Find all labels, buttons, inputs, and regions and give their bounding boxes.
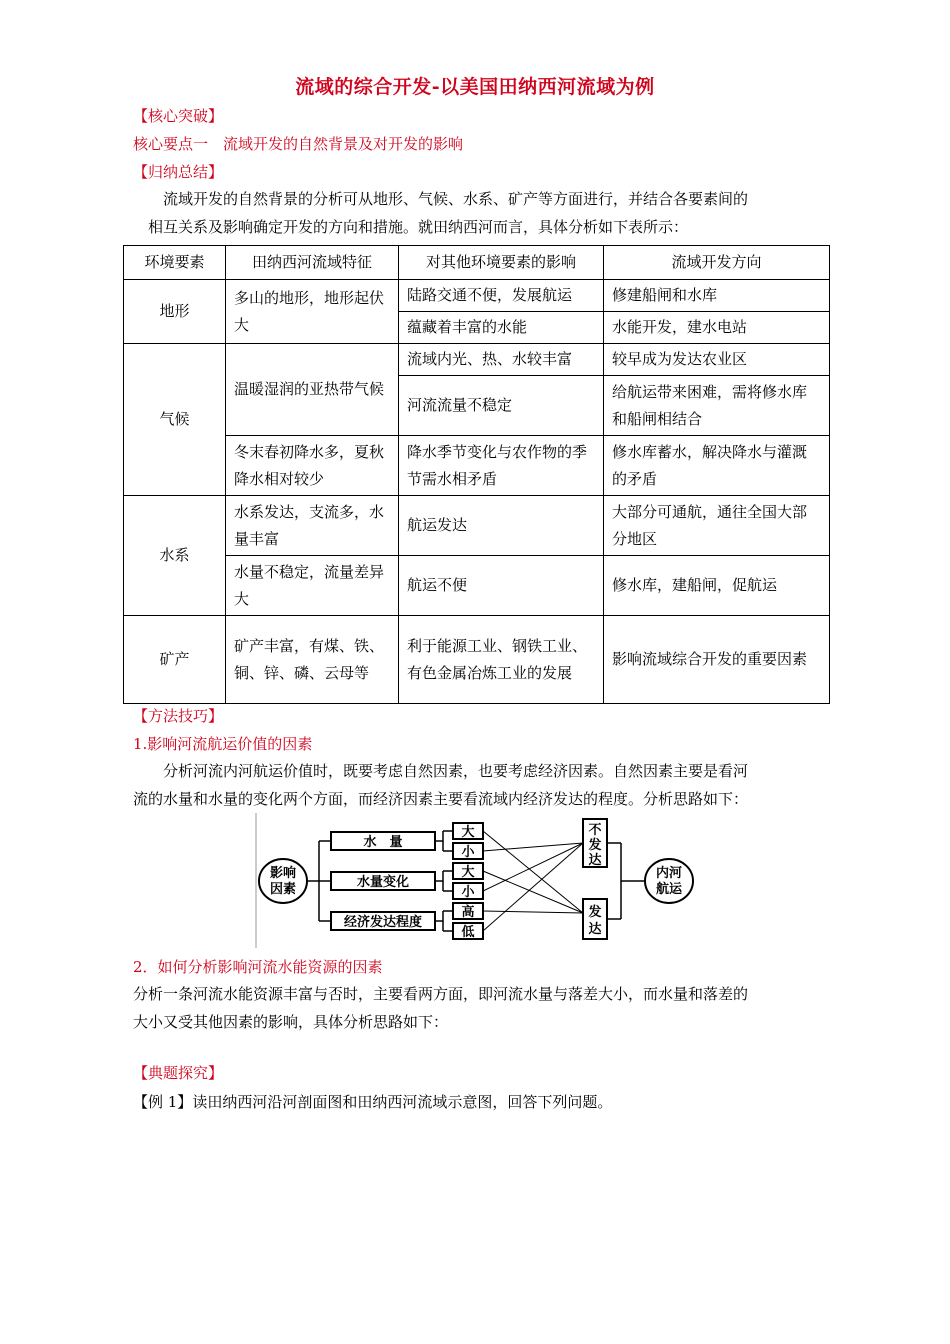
direction-cell: 较早成为发达农业区 [604, 344, 830, 376]
impact-cell: 陆路交通不便，发展航运 [399, 280, 604, 312]
factor-cell: 水系 [124, 496, 226, 616]
level-label: 高 [461, 905, 475, 920]
direction-cell: 修建船闸和水库 [604, 280, 830, 312]
level-label: 大 [461, 825, 475, 840]
table-row [124, 556, 830, 616]
key-point-1: 核心要点一 流域开发的自然背景及对开发的影响 [133, 135, 464, 153]
intro-paragraph [133, 185, 833, 241]
section-explore: 【典题探究】 [133, 1064, 224, 1082]
table-row [124, 436, 830, 496]
direction-cell: 给航运带来困难，需将修水库和船闸相结合 [604, 376, 830, 436]
impact-cell: 降水季节变化与农作物的季节需水相矛盾 [399, 436, 604, 496]
impact-cell: 河流流量不稳定 [399, 376, 604, 436]
method-1-paragraph [133, 757, 833, 813]
header-cell: 流域开发方向 [604, 246, 830, 280]
factor-label: 水量变化 [356, 875, 410, 890]
header-cell: 环境要素 [124, 246, 226, 280]
method-1-line-1: 分析河流内河航运价值时，既要考虑自然因素，也要考虑经济因素。自然因素主要是看河 [163, 762, 749, 780]
level-label: 大 [461, 865, 475, 880]
table-row [124, 344, 830, 376]
method-2-title: 2．如何分析影响河流水能资源的因素 [133, 958, 383, 976]
example-1 [133, 1092, 612, 1112]
level-label: 小 [461, 845, 475, 860]
outcome-char: 达 [588, 853, 602, 868]
section-core-breakthrough: 【核心突破】 [133, 107, 224, 125]
table-row [124, 496, 830, 556]
example-1-tag: 【例 1】 [133, 1093, 193, 1111]
direction-cell: 修水库蓄水，解决降水与灌溉的矛盾 [604, 436, 830, 496]
factor-cell: 地形 [124, 280, 226, 344]
feature-cell: 多山的地形，地形起伏大 [226, 280, 399, 344]
impact-cell: 利于能源工业、钢铁工业、有色金属冶炼工业的发展 [399, 616, 604, 704]
impact-cell: 流域内光、热、水较丰富 [399, 344, 604, 376]
level-label: 低 [461, 925, 475, 940]
feature-cell: 温暖湿润的亚热带气候 [226, 344, 399, 436]
factor-label: 水 量 [363, 835, 403, 850]
crossing-lines [483, 831, 583, 931]
factor-label: 经济发达程度 [343, 915, 423, 930]
table-row [124, 280, 830, 312]
impact-cell: 蕴藏着丰富的水能 [399, 312, 604, 344]
outcome-char: 发 [588, 905, 602, 920]
header-cell: 田纳西河流域特征 [226, 246, 399, 280]
impact-cell: 航运不便 [399, 556, 604, 616]
direction-cell: 修水库，建船闸，促航运 [604, 556, 830, 616]
analysis-table [123, 245, 830, 704]
feature-cell: 冬末春初降水多，夏秋降水相对较少 [226, 436, 399, 496]
header-cell: 对其他环境要素的影响 [399, 246, 604, 280]
intro-line-1: 流域开发的自然背景的分析可从地形、气候、水系、矿产等方面进行，并结合各要素间的 [163, 190, 749, 208]
feature-cell: 水量不稳定，流量差异大 [226, 556, 399, 616]
section-method: 【方法技巧】 [133, 707, 224, 725]
diagram-right-label-2: 航运 [655, 882, 683, 897]
page-title: 流域的综合开发-以美国田纳西河流域为例 [295, 76, 655, 98]
intro-line-2: 相互关系及影响确定开发的方向和措施。就田纳西河而言，具体分析如下表所示： [148, 218, 689, 236]
outcome-char: 达 [588, 922, 602, 937]
feature-cell: 矿产丰富，有煤、铁、铜、锌、磷、云母等 [226, 616, 399, 704]
example-1-text: 读田纳西河沿河剖面图和田纳西河流域示意图，回答下列问题。 [192, 1093, 613, 1111]
direction-cell: 大部分可通航，通往全国大部分地区 [604, 496, 830, 556]
diagram-left-label-1: 影响 [269, 866, 297, 881]
navigation-factor-diagram [253, 813, 708, 948]
method-2-line-2: 大小又受其他因素的影响，具体分析思路如下： [133, 1013, 449, 1031]
factor-cell: 气候 [124, 344, 226, 496]
table-row [124, 616, 830, 704]
direction-cell: 水能开发，建水电站 [604, 312, 830, 344]
method-1-line-2: 流的水量和水量的变化两个方面，而经济因素主要看流域内经济发达的程度。分析思路如下： [133, 790, 749, 808]
diagram-right-label-1: 内河 [655, 866, 683, 881]
table-header-row [124, 246, 830, 280]
level-label: 小 [461, 885, 475, 900]
section-summary: 【归纳总结】 [133, 163, 224, 181]
factor-cell: 矿产 [124, 616, 226, 704]
diagram-left-label-2: 因素 [269, 882, 297, 897]
direction-cell: 影响流域综合开发的重要因素 [604, 616, 830, 704]
feature-cell: 水系发达，支流多，水量丰富 [226, 496, 399, 556]
method-1-title: 1.影响河流航运价值的因素 [133, 735, 313, 753]
method-2-line-1: 分析一条河流水能资源丰富与否时，主要看两方面，即河流水量与落差大小，而水量和落差的 [133, 985, 749, 1003]
outcome-char: 发 [588, 838, 602, 853]
outcome-char: 不 [588, 823, 602, 838]
impact-cell: 航运发达 [399, 496, 604, 556]
method-2-paragraph [133, 980, 833, 1036]
